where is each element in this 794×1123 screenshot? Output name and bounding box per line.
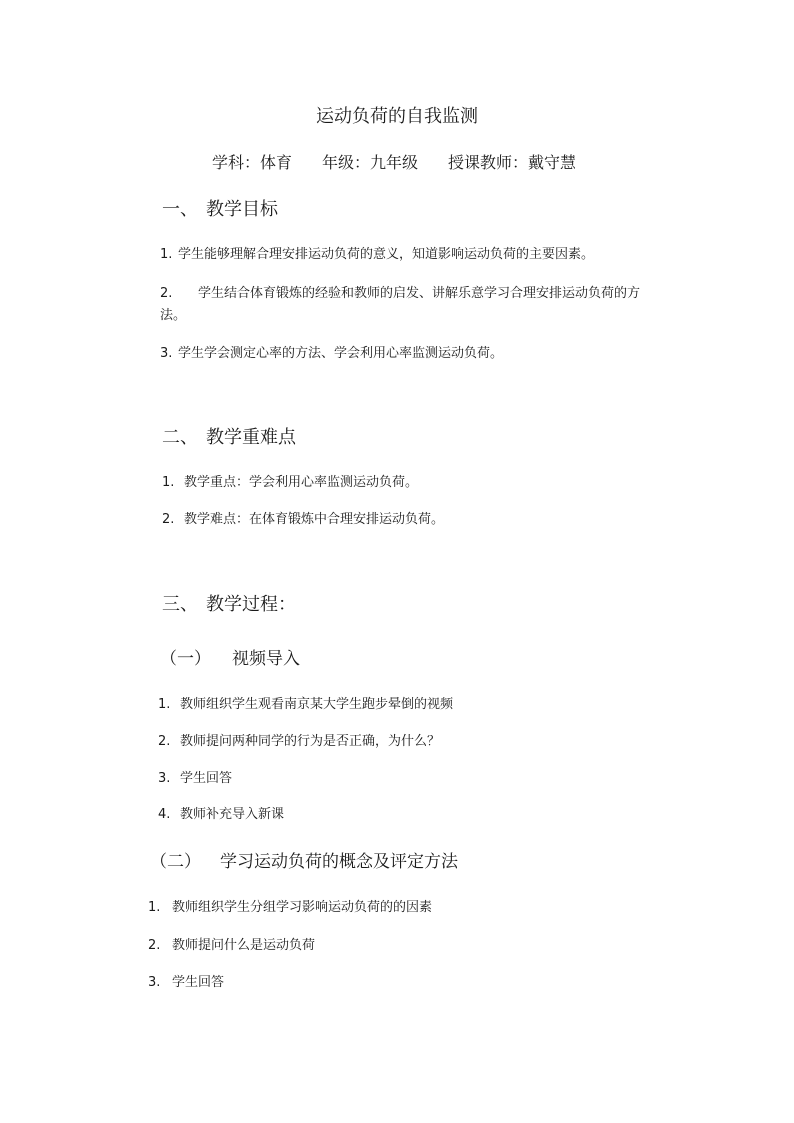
item-number: 1.: [160, 247, 173, 262]
subsection-heading-video-intro: [160, 647, 300, 671]
item-number: 2.: [158, 734, 171, 749]
list-item: [158, 805, 284, 825]
list-item: [148, 898, 432, 918]
item-number: 3.: [148, 975, 161, 990]
list-item: [158, 732, 440, 752]
list-item: [162, 473, 418, 493]
teacher-label: 授课教师：戴守慧: [448, 153, 577, 172]
item-text: 教师组织学生分组学习影响运动负荷的的因素: [172, 900, 433, 915]
list-item: [148, 936, 315, 956]
document-title: 运动负荷的自我监测: [316, 106, 478, 127]
item-text: 教学重点：学会利用心率监测运动负荷。: [184, 475, 419, 490]
item-text: 教师组织学生观看南京某大学生跑步晕倒的视频: [180, 697, 454, 712]
section-number: 三、: [162, 594, 198, 615]
item-number: 3.: [160, 346, 173, 361]
section-title: 教学目标: [206, 199, 278, 220]
item-text: 教学难点：在体育锻炼中合理安排运动负荷。: [184, 512, 445, 527]
section-heading-process: [162, 592, 296, 618]
subsection-heading-load-concept: [150, 850, 458, 874]
list-item: [148, 973, 224, 993]
item-number: 1.: [162, 475, 175, 490]
list-item: [162, 510, 444, 530]
item-number: 2.: [162, 512, 175, 527]
item-text: 学生回答: [180, 771, 233, 786]
item-text: 学生能够理解合理安排运动负荷的意义，知道影响运动负荷的主要因素。: [178, 247, 595, 262]
item-text: 学生学会测定心率的方法、学会利用心率监测运动负荷。: [178, 346, 504, 361]
list-item: [160, 245, 594, 265]
list-item: [160, 344, 503, 364]
item-text: 教师提问什么是运动负荷: [172, 938, 316, 953]
section-number: 二、: [162, 427, 198, 448]
subsection-number: （一）: [160, 649, 211, 669]
item-number: 1.: [158, 697, 171, 712]
section-heading-key-points: [162, 425, 296, 451]
section-title: 教学重难点: [206, 427, 296, 448]
item-number: 2.: [148, 938, 161, 953]
item-text: 学生回答: [172, 975, 225, 990]
subsection-title: 学习运动负荷的概念及评定方法: [220, 852, 458, 872]
list-item-continuation: 法。: [160, 308, 187, 323]
item-number: 2.: [160, 286, 173, 301]
course-meta: [212, 151, 576, 175]
item-number: 4.: [158, 807, 171, 822]
grade-label: 年级：九年级: [322, 153, 419, 172]
list-item: [158, 769, 232, 789]
section-title: 教学过程：: [206, 594, 296, 615]
item-number: 3.: [158, 771, 171, 786]
subsection-number: （二）: [150, 852, 201, 872]
item-text: 学生结合体育锻炼的经验和教师的启发、讲解乐意学习合理安排运动负荷的方: [198, 286, 641, 301]
item-text: 教师提问两种同学的行为是否正确，为什么？: [180, 734, 441, 749]
list-item: [160, 284, 640, 304]
item-text: 教师补充导入新课: [180, 807, 285, 822]
list-item: [158, 695, 453, 715]
subsection-title: 视频导入: [232, 649, 300, 669]
subject-label: 学科：体育: [212, 153, 293, 172]
section-number: 一、: [162, 199, 198, 220]
section-heading-objectives: [162, 197, 278, 223]
item-number: 1.: [148, 900, 161, 915]
